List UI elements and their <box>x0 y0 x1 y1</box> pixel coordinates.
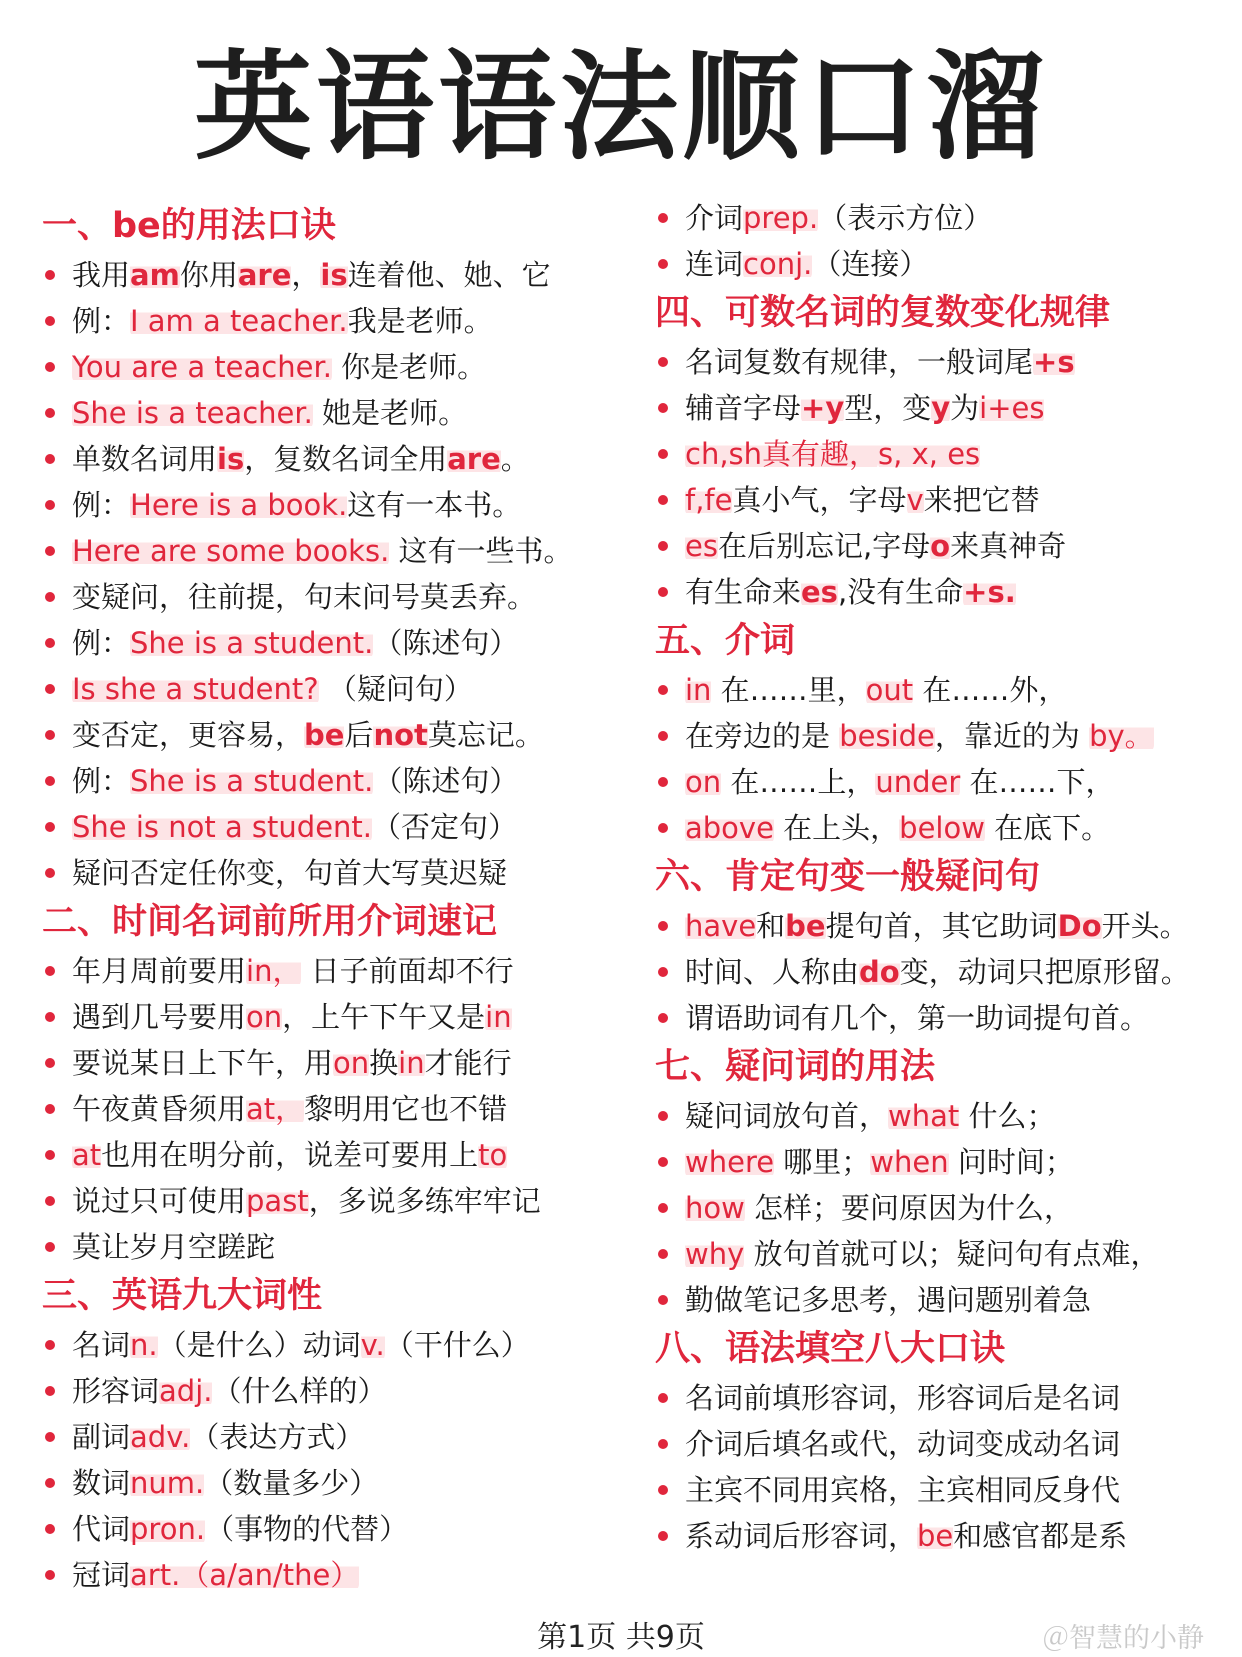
section-title-prepositions: 五、介词 <box>655 621 796 661</box>
example: She is not a student. <box>72 810 373 844</box>
keyword: prep. <box>743 201 819 235</box>
text: 例： <box>72 304 131 338</box>
text: （是什么）动词 <box>157 1328 361 1362</box>
keyword: adj. <box>159 1374 213 1408</box>
list-item <box>42 344 602 390</box>
list-item <box>42 1368 602 1414</box>
text: 在上头， <box>773 811 900 845</box>
list-item <box>42 948 602 994</box>
keyword: above <box>685 811 774 845</box>
list-item <box>42 1040 602 1086</box>
section-title-fill-in-blanks: 八、语法填空八大口诀 <box>655 1329 1006 1369</box>
text: 也用在明分前，说差可要用上 <box>101 1138 479 1172</box>
keyword: y <box>931 391 951 425</box>
list-item <box>42 1414 602 1460</box>
text: （表示方位） <box>818 201 993 235</box>
text: ，复数名词全用 <box>244 442 448 476</box>
example: You are a teacher. <box>72 350 332 384</box>
list-item <box>655 385 1235 431</box>
list-item <box>655 1093 1235 1139</box>
section-title-parts-of-speech: 三、英语九大词性 <box>42 1276 323 1316</box>
text: 要说某日上下午，用 <box>72 1046 334 1080</box>
text: 为 <box>950 391 980 425</box>
list-item <box>655 1467 1235 1513</box>
example: She is a teacher. <box>72 396 313 430</box>
text: ，靠近的为 <box>934 719 1090 753</box>
text: 单数名词用 <box>72 442 218 476</box>
section-title-question-words: 七、疑问词的用法 <box>655 1047 936 1087</box>
list-item <box>655 1277 1235 1323</box>
list-item <box>42 298 602 344</box>
example: I am a teacher. <box>130 304 348 338</box>
keyword: to <box>478 1138 508 1172</box>
keyword: is <box>217 442 245 476</box>
text: 莫让岁月空蹉跎 <box>72 1230 276 1264</box>
text: ，多说多练牢牢记 <box>308 1184 541 1218</box>
text: 这有一些书。 <box>389 534 573 568</box>
keyword: be <box>917 1519 954 1553</box>
list-item <box>42 850 602 896</box>
keyword: where <box>685 1145 775 1179</box>
list-item <box>655 805 1235 851</box>
list-item <box>42 528 602 574</box>
list-item <box>655 1513 1235 1559</box>
list-item <box>655 759 1235 805</box>
keyword: es <box>685 529 718 563</box>
text: （数量多少） <box>204 1466 379 1500</box>
keyword: how <box>685 1191 745 1225</box>
list-item <box>655 339 1235 385</box>
list-item <box>42 712 602 758</box>
text: 在旁边的是 <box>685 719 840 753</box>
keyword: are <box>237 258 292 292</box>
list-item <box>655 1231 1235 1277</box>
keyword: ch,sh真有趣， <box>685 437 879 471</box>
text: 在……外， <box>913 673 1068 707</box>
text: 变疑问，往前提，句末问号莫丢弃。 <box>72 580 537 614</box>
list-item <box>42 804 602 850</box>
text: 例： <box>72 488 131 522</box>
text: ， <box>291 258 321 292</box>
list-item <box>42 482 602 528</box>
text: 有生命来 <box>685 575 802 609</box>
text: ,没有生命 <box>837 575 964 609</box>
list-item <box>42 994 602 1040</box>
text: 你用 <box>179 258 238 292</box>
text: 变，动词只把原形留。 <box>899 955 1190 989</box>
text: 代词 <box>72 1512 131 1546</box>
keyword: when <box>870 1145 949 1179</box>
list-item <box>655 903 1235 949</box>
text: 时间、人称由 <box>685 955 860 989</box>
keyword: i+es <box>979 391 1045 425</box>
text: 遇到几号要用 <box>72 1000 247 1034</box>
text: （疑问句） <box>318 672 473 706</box>
text: 真小气，字母 <box>732 483 907 517</box>
keyword: +y <box>801 391 845 425</box>
text: （干什么） <box>384 1328 530 1362</box>
keyword: on <box>246 1000 283 1034</box>
text: 疑问否定任你变，句首大写莫迟疑 <box>72 856 508 890</box>
text: （陈述句） <box>373 764 519 798</box>
text: 主宾不同用宾格，主宾相同反身代 <box>685 1473 1121 1507</box>
text: 名词 <box>72 1328 131 1362</box>
text: 在……里， <box>711 673 866 707</box>
text: 介词 <box>685 201 744 235</box>
list-item <box>655 1375 1235 1421</box>
text: （什么样的） <box>212 1374 387 1408</box>
keyword: v. <box>360 1328 385 1362</box>
list-item <box>655 523 1235 569</box>
keyword: art.（a/an/the） <box>130 1558 360 1592</box>
list-item <box>42 574 602 620</box>
list-item <box>42 1552 602 1598</box>
keyword: am <box>130 258 180 292</box>
text: 勤做笔记多思考，遇问题别着急 <box>685 1283 1092 1317</box>
keyword: conj. <box>743 247 813 281</box>
section-title-questions: 六、肯定句变一般疑问句 <box>655 857 1041 897</box>
list-item <box>655 667 1235 713</box>
list-item <box>655 713 1235 759</box>
keyword: num. <box>130 1466 205 1500</box>
text: 谓语助词有几个，第一助词提句首。 <box>685 1001 1150 1035</box>
keyword: +s. <box>963 575 1016 609</box>
list-item <box>655 949 1235 995</box>
list-item <box>655 431 1235 477</box>
text: 来把它替 <box>923 483 1040 517</box>
keyword: have <box>685 909 757 943</box>
keyword: adv. <box>130 1420 191 1454</box>
text: 和 <box>756 909 786 943</box>
keyword: out <box>865 673 914 707</box>
list-item <box>655 1185 1235 1231</box>
text: 冠词 <box>72 1558 131 1592</box>
page-title: 英语语法顺口溜 <box>193 38 1048 176</box>
text: 疑问词放句首， <box>685 1099 889 1133</box>
list-item <box>42 1506 602 1552</box>
keyword: past <box>246 1184 309 1218</box>
list-item <box>42 666 602 712</box>
text: 型，变 <box>844 391 932 425</box>
text: 在后别忘记,字母 <box>717 529 931 563</box>
watermark: ＠智慧的小静 <box>1042 1623 1204 1654</box>
text: 她是老师。 <box>312 396 468 430</box>
right-column <box>655 195 1235 1559</box>
text: 什么； <box>959 1099 1056 1133</box>
text: 系动词后形容词， <box>685 1519 918 1553</box>
list-item <box>655 477 1235 523</box>
list-item <box>655 995 1235 1041</box>
text: 换 <box>369 1046 399 1080</box>
text: 放句首就可以；疑问句有点难， <box>744 1237 1160 1271</box>
text: 数词 <box>72 1466 131 1500</box>
text: 副词 <box>72 1420 131 1454</box>
example: Is she a student? <box>72 672 319 706</box>
text: 在……上， <box>721 765 876 799</box>
page-indicator: 第1页 共9页 <box>537 1620 705 1655</box>
list-item <box>655 569 1235 615</box>
keyword: beside <box>839 719 935 753</box>
keyword: f,fe <box>685 483 733 517</box>
text: 变否定，更容易， <box>72 718 305 752</box>
list-item <box>655 1421 1235 1467</box>
text: （表达方式） <box>190 1420 365 1454</box>
keyword: what <box>888 1099 960 1133</box>
text: （事物的代替） <box>205 1512 409 1546</box>
list-item <box>42 252 602 298</box>
text: 开头。 <box>1101 909 1189 943</box>
keyword: o <box>930 529 951 563</box>
text: （否定句） <box>372 810 518 844</box>
text: 形容词 <box>72 1374 160 1408</box>
text: 提句首，其它助词 <box>825 909 1058 943</box>
text: 在底下。 <box>984 811 1111 845</box>
text: 你是老师。 <box>331 350 487 384</box>
keyword: under <box>875 765 961 799</box>
text: 名词复数有规律，一般词尾 <box>685 345 1034 379</box>
text: （陈述句） <box>373 626 519 660</box>
text: 来真神奇 <box>950 529 1067 563</box>
list-item <box>42 1132 602 1178</box>
example: Here is a book. <box>130 488 348 522</box>
keyword: below <box>899 811 985 845</box>
list-item <box>655 195 1235 241</box>
list-item <box>42 1086 602 1132</box>
text: 例： <box>72 626 131 660</box>
left-column <box>42 200 602 1598</box>
text: 午夜黄昏须用 <box>72 1092 247 1126</box>
example: She is a student. <box>130 764 374 798</box>
keyword: are <box>447 442 501 476</box>
text: 连着他、她、它 <box>347 258 551 292</box>
keyword: be <box>785 909 826 943</box>
keyword: be <box>304 718 345 752</box>
keyword: by。 <box>1089 719 1154 753</box>
keyword: v <box>906 483 924 517</box>
text: 这有一本书。 <box>347 488 522 522</box>
text: 怎样；要问原因为什么， <box>744 1191 1074 1225</box>
keyword: in <box>485 1000 512 1034</box>
list-item <box>42 620 602 666</box>
section-title-time-prepositions: 二、时间名词前所用介词速记 <box>42 902 498 942</box>
text: 介词后填名或代，动词变成动名词 <box>685 1427 1121 1461</box>
keyword: n. <box>130 1328 158 1362</box>
example: Here are some books. <box>72 534 390 568</box>
text: 例： <box>72 764 131 798</box>
text: 年月周前要用 <box>72 954 247 988</box>
text: 在……下， <box>960 765 1115 799</box>
keyword: do <box>859 955 900 989</box>
keyword: at <box>72 1138 102 1172</box>
text: 连词 <box>685 247 744 281</box>
list-item <box>42 1322 602 1368</box>
list-item <box>42 390 602 436</box>
keyword: es <box>801 575 838 609</box>
keyword: is <box>320 258 348 292</box>
text: 我用 <box>72 258 131 292</box>
text: 问时间； <box>948 1145 1074 1179</box>
keyword: +s <box>1033 345 1075 379</box>
keyword: in <box>398 1046 425 1080</box>
text: 黎明用它也不错 <box>304 1092 508 1126</box>
example: She is a student. <box>130 626 374 660</box>
keyword: s, x, es <box>878 437 981 471</box>
text: （连接） <box>812 247 929 281</box>
text: 辅音字母 <box>685 391 802 425</box>
keyword: not <box>373 718 428 752</box>
keyword: on <box>685 765 722 799</box>
keyword: on <box>333 1046 370 1080</box>
text: 日子前面却不行 <box>301 954 514 988</box>
list-item <box>42 1178 602 1224</box>
text: 后 <box>344 718 374 752</box>
keyword: in <box>685 673 712 707</box>
section-title-plural-nouns: 四、可数名词的复数变化规律 <box>655 293 1111 333</box>
keyword: in， <box>246 954 302 988</box>
text: 哪里； <box>774 1145 871 1179</box>
list-item <box>42 758 602 804</box>
list-item <box>42 1224 602 1270</box>
list-item <box>42 436 602 482</box>
keyword: at， <box>246 1092 305 1126</box>
list-item <box>655 241 1235 287</box>
text: ，上午下午又是 <box>282 1000 486 1034</box>
keyword: why <box>685 1237 745 1271</box>
text: 说过只可使用 <box>72 1184 247 1218</box>
text: 莫忘记。 <box>427 718 544 752</box>
keyword: pron. <box>130 1512 206 1546</box>
keyword: Do <box>1057 909 1102 943</box>
list-item <box>655 1139 1235 1185</box>
section-title-be: 一、be的用法口诀 <box>42 206 336 246</box>
text: 。 <box>500 442 530 476</box>
list-item <box>42 1460 602 1506</box>
text: 我是老师。 <box>347 304 493 338</box>
text: 和感官都是系 <box>953 1519 1128 1553</box>
text: 名词前填形容词，形容词后是名词 <box>685 1381 1121 1415</box>
text: 才能行 <box>424 1046 512 1080</box>
